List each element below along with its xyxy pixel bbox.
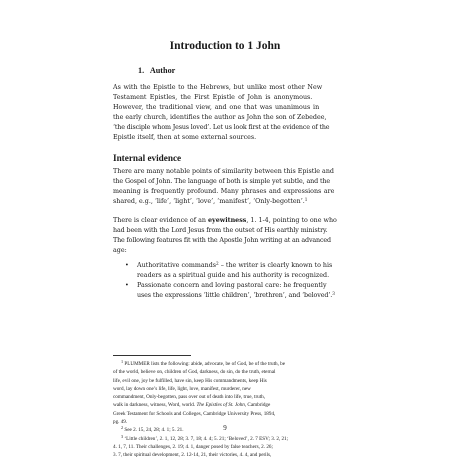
text-line: [113, 197, 349, 207]
text-segment: Authoritative commands: [137, 262, 217, 269]
book-title: The Epistles of St. John: [196, 402, 245, 409]
footnote-ref-1[interactable]: 1: [304, 197, 308, 202]
text-segment: walk in darkness, witness, Word, world.: [113, 402, 197, 409]
text-segment: , Cambridge: [244, 402, 271, 409]
bullet-marker: •: [125, 282, 129, 289]
eyewitness-paragraph: [113, 216, 349, 256]
text-line: [137, 261, 349, 271]
author-paragraph: [113, 83, 349, 143]
similarity-paragraph: [113, 167, 349, 207]
footnote-number: 1: [121, 359, 124, 364]
text-segment: See 2. 15, 24, 28; 4. 1; 5. 21.: [123, 427, 184, 434]
page-title: Introduction to 1 John: [169, 40, 281, 52]
page-number: 9: [223, 424, 227, 432]
text-line: However, the traditional view, and one that was unanimous in: [113, 104, 320, 111]
text-line: the Gospel of John. The language of both is simple yet subtle, and the: [113, 178, 331, 185]
footnote-1: [113, 360, 349, 368]
text-segment: uses the expressions ‘little children’, ‘brethren’, and ‘beloved’.: [137, 292, 333, 299]
footnote-line: pg. 49.: [113, 419, 128, 426]
text-segment: ‘Little children’, 2. 1, 12, 28; 3. 7, 18; 4. 4; 5. 21; ‘Beloved’, 2. 7 ESV; 3. 2, 21;: [123, 435, 289, 442]
section-heading: [138, 66, 175, 75]
footnote-number: 3: [121, 433, 124, 439]
footnote-line: 3. 7, their spiritual development, 2. 12-14, 21, their victories, 4. 4, and perils,: [113, 452, 272, 459]
eyewitness-term: eyewitness: [208, 217, 247, 224]
footnote-line: word, lay down one’s life, life, light, love, manifest, murderer, new: [113, 385, 251, 392]
footnote-line: 4. 1, 7, 11. Their challenges, 2. 19; 4. 1, danger posed by false teachers, 2. 26;: [113, 443, 273, 450]
footnote-line: commandment, Only-begotten, pass over out of death into life, true, truth,: [113, 394, 266, 401]
list-item: [113, 281, 349, 301]
subheading-internal-evidence: Internal evidence: [113, 153, 182, 163]
text-line: Passionate concern and loving pastoral care: he frequently: [137, 282, 327, 289]
text-segment: – the writer is clearly known to his: [218, 262, 333, 269]
section-number: 1.: [138, 66, 145, 75]
list-item: [113, 261, 349, 281]
text-line: [113, 216, 349, 226]
text-line: The following features fit with the Apostle John writing at an advanced: [113, 237, 331, 244]
text-line: age:: [113, 247, 127, 254]
footnote-author: PLUMMER: [124, 361, 150, 367]
footnote-line: [113, 401, 349, 409]
bullet-marker: •: [125, 262, 129, 269]
text-segment: lists the following: abide, advocate, be of God, be of the truth, be: [149, 361, 286, 367]
footnote-3: [113, 435, 349, 443]
text-line: [137, 291, 349, 301]
text-line: As with the Epistle to the Hebrews, but unlike most other New: [113, 84, 323, 91]
text-line: readers as a spiritual guide and his authority is recognized.: [137, 272, 330, 279]
footnote-line: Greek Testament for Schools and Colleges, Cambridge University Press, 1894,: [113, 410, 276, 417]
text-segment: There is clear evidence of an: [113, 217, 209, 224]
features-list: [113, 261, 349, 301]
text-line: had been with the Lord Jesus from the outset of His earthly ministry.: [113, 227, 328, 234]
text-line: meaning is frequently profound. Many phrases and expressions are: [113, 188, 335, 195]
footnote-ref-2[interactable]: 2: [216, 261, 219, 266]
text-line: the early church, identifies the author as John the son of Zebedee,: [113, 114, 327, 121]
footnote-line: of the world, believe on, children of God, darkness, do sin, do the truth, eternal: [113, 369, 276, 376]
footnote-ref-3[interactable]: 3: [332, 291, 335, 296]
text-segment: , 1. 1-4, pointing to one who: [246, 217, 337, 224]
text-line: ‘the disciple whom Jesus loved’. Let us look first at the evidence of the: [113, 124, 330, 131]
text-line-content: shared, e.g., ‘life’, ‘light’, ‘love’, ‘manifest’, ‘Only-begotten’.: [113, 198, 305, 205]
footnote-divider: [113, 355, 191, 356]
text-line: Epistle itself, then at some external sources.: [113, 134, 257, 141]
section-title: Author: [149, 66, 176, 75]
footnotes: [113, 360, 349, 460]
footnote-line: life, evil one, joy be fulfilled, have sin, keep His commandments, keep His: [113, 377, 267, 384]
footnote-number: 2: [121, 425, 124, 431]
text-line: Testament Epistles, the First Epistle of John is anonymous.: [113, 94, 313, 101]
text-line: There are many notable points of similarity between this Epistle and: [113, 168, 334, 175]
